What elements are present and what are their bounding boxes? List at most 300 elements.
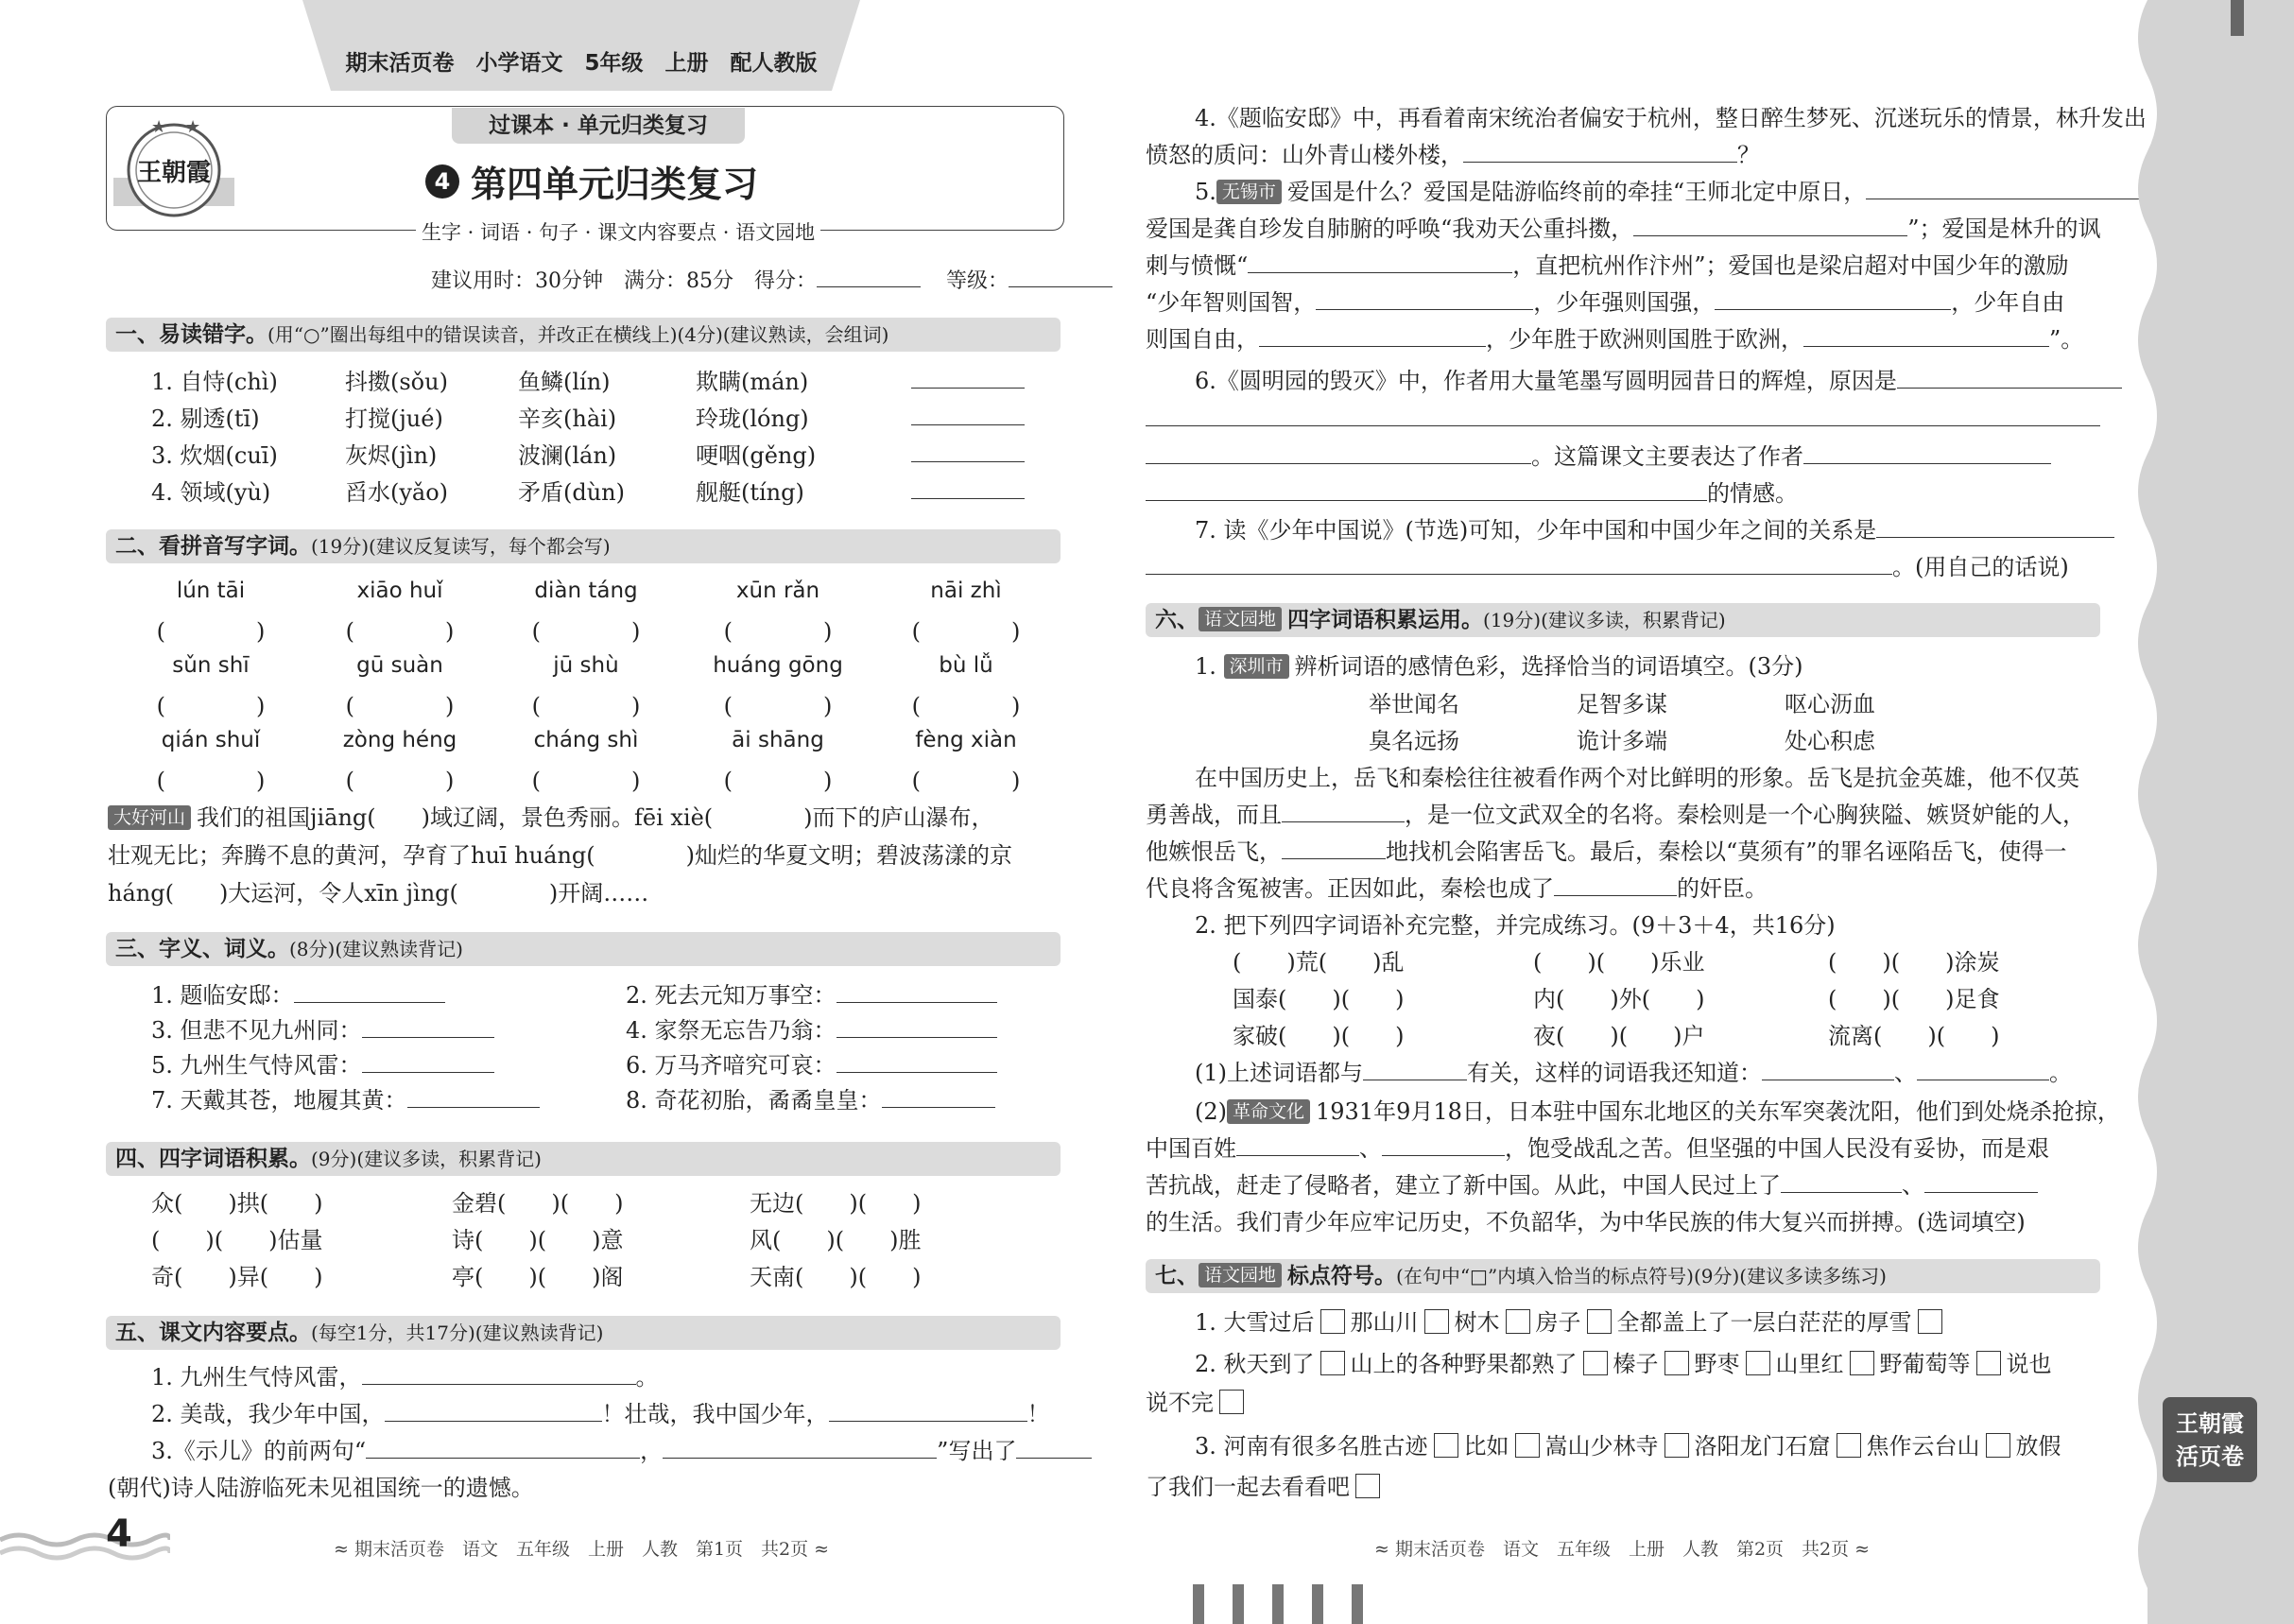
s6-idiom[interactable]: ( )( )乐业 [1533, 949, 1705, 976]
title-ribbon: 过课本 · 单元归类复习 [452, 108, 745, 144]
pinyin-item: xūn rǎn [735, 579, 820, 603]
s6-passage-2 [1146, 799, 2085, 831]
s4-idiom[interactable]: 无边( )( ) [750, 1190, 922, 1217]
pinyin-item: lún tāi [176, 579, 246, 603]
r7-line-2 [1146, 551, 2069, 583]
s5-text: 。 [635, 1364, 659, 1391]
svg-text:★: ★ [151, 117, 167, 137]
s1-answer-blank[interactable] [911, 404, 1025, 425]
s6-idiom[interactable]: 国泰( )( ) [1233, 986, 1405, 1012]
s5-line-1 [151, 1361, 659, 1393]
pinyin-answer-box[interactable]: ( ) [345, 768, 455, 794]
pinyin-item: cháng shì [533, 728, 639, 752]
s6-idiom[interactable]: ( )荒( )乱 [1233, 949, 1405, 976]
punct-box[interactable] [1664, 1433, 1689, 1458]
punct-box[interactable] [1355, 1474, 1380, 1498]
section-6-heading [1146, 603, 2100, 637]
pinyin-answer-box[interactable]: ( ) [723, 618, 833, 645]
s6-blank[interactable] [1762, 1059, 1894, 1080]
r4-text-a: 4.《题临安邸》中，再看着南宋统治者偏安于杭州，整日醉生梦死、沉迷玩乐的情景，林升发出 [1195, 105, 2147, 131]
punct-box[interactable] [1587, 1309, 1612, 1334]
section-6-note: (19分)(建议多读，积累背记) [1483, 609, 1726, 631]
r5-line-1 [1195, 176, 2183, 208]
s6-word-option: 举世闻名 [1369, 691, 1459, 717]
punct-box[interactable] [1424, 1309, 1449, 1334]
pinyin-answer-box[interactable]: ( ) [531, 693, 641, 719]
pinyin-item: huáng gōng [713, 653, 843, 678]
r6-text: 的情感。 [1707, 480, 1798, 507]
tag-wuxi: 无锡市 [1216, 180, 1282, 204]
s6-text: 。 [2049, 1060, 2072, 1086]
s5-blank[interactable] [385, 1400, 602, 1422]
logo-badge [113, 112, 234, 223]
s3-item-text: 7. 天戴其苍，地履其黄： [151, 1087, 407, 1114]
tag-revolution: 革命文化 [1227, 1099, 1310, 1124]
s6-word-option: 足智多谋 [1577, 691, 1667, 717]
r5-text: ”。 [2049, 326, 2084, 353]
section-6-title: 四字词语积累运用。 [1287, 608, 1484, 632]
s4-idiom[interactable]: 诗( )( )意 [452, 1227, 624, 1253]
pinyin-answer-box[interactable]: ( ) [156, 618, 266, 645]
s7-text: 嵩山少林寺 [1544, 1433, 1659, 1460]
s7-text: 放假 [2015, 1433, 2061, 1460]
s1-answer-blank[interactable] [911, 441, 1025, 462]
left-page-number: 4 [106, 1512, 132, 1556]
pinyin-answer-box[interactable]: ( ) [723, 693, 833, 719]
r4-blank[interactable] [1463, 141, 1737, 163]
pinyin-answer-box[interactable]: ( ) [911, 693, 1021, 719]
section-2-title: 二、看拼音写字词。 [115, 534, 311, 559]
side-badge-top: 王朝霞 [2176, 1409, 2244, 1437]
s6-blank[interactable] [1554, 874, 1677, 896]
s2-passage-text: 我们的祖国jiāng( )域辽阔，景色秀丽。fēi xiè( )而下的庐山瀑布， [197, 804, 994, 831]
s6-blank[interactable] [1282, 838, 1386, 859]
page-title: 第四单元归类复习 [471, 164, 759, 205]
s7-text: 了我们一起去看看吧 [1146, 1474, 1350, 1500]
title-subtitle: 生字 · 词语 · 句子 · 课文内容要点 · 语文园地 [416, 217, 820, 246]
section-5-note: (每空1分，共17分)(建议熟读背记) [311, 1322, 604, 1344]
right-footer-text: ≈ 期末活页卷 语文 五年级 上册 人教 第2页 共2页 ≈ [1374, 1539, 1871, 1560]
s6-word-option: 呕心沥血 [1785, 691, 1875, 717]
r5-line-4 [1146, 286, 2064, 319]
s1-item: 波澜(lán) [518, 442, 617, 469]
pinyin-item: jū shù [553, 653, 619, 678]
s5-blank[interactable] [1016, 1437, 1092, 1459]
s4-idiom[interactable]: 金碧( )( ) [452, 1190, 624, 1217]
section-7-note: (在句中“□”内填入恰当的标点符号)(9分)(建议多读多练习) [1396, 1265, 1887, 1287]
s6-idiom[interactable]: 家破( )( ) [1233, 1023, 1405, 1049]
s6-q2: 2. 把下列四字词语补充完整，并完成练习。(9＋3＋4，共16分) [1195, 912, 1836, 939]
r5-blank[interactable] [1316, 288, 1533, 310]
pinyin-item: āi shāng [732, 728, 824, 752]
r5-blank[interactable] [1633, 215, 1907, 236]
s4-idiom[interactable]: 众( )拱( ) [151, 1190, 323, 1217]
s5-text: ， [640, 1438, 664, 1464]
side-badge-bottom: 活页卷 [2176, 1443, 2244, 1470]
s6-q1-text: 辨析词语的感情色彩，选择恰当的词语填空。(3分) [1294, 653, 1803, 680]
s3-blank[interactable] [882, 1086, 995, 1108]
r7-line-1 [1195, 514, 2114, 546]
section-5-heading [106, 1316, 1061, 1350]
s7-text: 山里红 [1775, 1351, 1844, 1377]
pinyin-item: qián shuǐ [161, 728, 261, 752]
s6-text: 苦抗战，赶走了侵略者，建立了新中国。从此，中国人民过上了 [1146, 1172, 1781, 1199]
s1-item: 矛盾(dùn) [518, 479, 626, 506]
s3-blank[interactable] [837, 1051, 997, 1073]
punct-box[interactable] [1506, 1309, 1530, 1334]
r5-blank[interactable] [1715, 288, 1951, 310]
s6-blank[interactable] [1917, 1059, 2049, 1080]
right-page [1115, 0, 2294, 1624]
s7-text: 树木 [1454, 1309, 1500, 1336]
r6-blank[interactable] [1803, 442, 2051, 464]
s6-text: (2) [1195, 1098, 1227, 1125]
r7-blank[interactable] [1876, 516, 2114, 538]
s6-text: 地找机会陷害岳飞。最后，秦桧以“莫须有”的罪名诬陷岳飞，使得一 [1386, 838, 2067, 865]
s3-item [151, 1084, 540, 1116]
tag-garden: 语文园地 [1199, 607, 1282, 631]
s7-text: 山上的各种野果都熟了 [1350, 1351, 1578, 1377]
s1-item: 舰艇(tíng) [696, 479, 804, 506]
s5-blank[interactable] [663, 1437, 937, 1459]
s3-item-text: 5. 九州生气恃风雷： [151, 1052, 362, 1079]
s1-answer-blank[interactable] [911, 367, 1025, 389]
s6-word-option: 臭名远扬 [1369, 728, 1459, 754]
s6-idiom[interactable]: 流离( )( ) [1828, 1023, 2000, 1049]
r7-text: 。(用自己的话说) [1892, 554, 2069, 580]
s1-item: 2. 剔透(tī) [151, 406, 260, 432]
s6-blank[interactable] [1924, 1171, 2038, 1193]
tag-garden: 语文园地 [1199, 1263, 1282, 1287]
r5-line-3 [1146, 250, 2069, 282]
s2-passage-line-2: 壮观无比；奔腾不息的黄河，孕育了huī huáng( )灿烂的华夏文明；碧波荡漾的京 [108, 842, 1012, 869]
r7-text: 7. 读《少年中国说》(节选)可知，少年中国和中国少年之间的关系是 [1195, 517, 1877, 544]
section-7-heading [1146, 1259, 2100, 1293]
s5-text: ”写出了 [937, 1438, 1017, 1464]
s3-item [626, 979, 997, 1011]
score-meta [431, 265, 1113, 294]
s3-item [626, 1014, 997, 1046]
s6-text: 、 [1359, 1135, 1382, 1162]
s7-text: 野葡萄等 [1879, 1351, 1971, 1377]
s6-text: 、 [1902, 1172, 1924, 1199]
s1-item: 欺瞒(mán) [696, 369, 809, 395]
s1-item: 1. 自恃(chì) [151, 369, 278, 395]
punct-box[interactable] [1320, 1351, 1345, 1375]
s7-line-1 [1195, 1306, 1948, 1339]
s7-text: 说也 [2006, 1351, 2052, 1377]
section-1-heading [106, 318, 1061, 352]
s3-blank[interactable] [362, 1016, 494, 1038]
r6-blank[interactable] [1146, 442, 1531, 464]
r6-line-1 [1195, 365, 2122, 397]
s6-text: 勇善战，而且 [1146, 802, 1282, 828]
r6-blank[interactable] [1146, 479, 1707, 501]
s6-word-option: 处心积虑 [1785, 728, 1875, 754]
s6-text: 、 [1894, 1060, 1917, 1086]
s6-text: ，是一位文武双全的名将。秦桧则是一个心胸狭隘、嫉贤妒能的人， [1405, 802, 2085, 828]
pinyin-answer-box[interactable]: ( ) [345, 618, 455, 645]
s6-idiom[interactable]: 夜( )( )户 [1533, 1023, 1705, 1049]
punct-box[interactable] [1434, 1433, 1458, 1458]
r6-line-4 [1146, 477, 1798, 510]
s1-item: 3. 炊烟(cuī) [151, 442, 278, 469]
r5-text: “少年智则国智， [1146, 289, 1317, 316]
s5-text: 2. 美哉，我少年中国， [151, 1401, 385, 1427]
s3-item-text: 6. 万马齐喑究可哀： [626, 1052, 837, 1079]
punct-box[interactable] [1219, 1390, 1244, 1414]
r5-text: ”；爱国是林升的讽 [1907, 216, 2101, 242]
s3-item [626, 1049, 997, 1081]
s7-text: 房子 [1535, 1309, 1581, 1336]
s1-item: 抖擞(sǒu) [345, 369, 448, 395]
section-7-prefix: 七、 [1155, 1264, 1199, 1288]
r5-text: 则国自由， [1146, 326, 1259, 353]
s7-line-2 [1195, 1348, 2052, 1380]
s1-item: 玲珑(lóng) [696, 406, 809, 432]
pinyin-answer-box[interactable]: ( ) [723, 768, 833, 794]
s6-text: 中国百姓 [1146, 1135, 1236, 1162]
s7-text: 野枣 [1694, 1351, 1740, 1377]
s5-line-2 [151, 1398, 1050, 1430]
s5-blank[interactable] [366, 1437, 640, 1459]
section-3-heading [106, 932, 1061, 966]
s7-text: 全都盖上了一层白茫茫的厚雪 [1616, 1309, 1912, 1336]
s6-text: 1931年9月18日，日本驻中国东北地区的关东军突袭沈阳，他们到处烧杀抢掠， [1316, 1098, 2120, 1125]
s1-item: 灰烬(jìn) [345, 442, 438, 469]
s7-text: 2. 秋天到了 [1195, 1351, 1315, 1377]
s3-blank[interactable] [837, 1016, 997, 1038]
section-5-title: 五、课文内容要点。 [115, 1321, 311, 1345]
section-7-title: 标点符号。 [1287, 1264, 1397, 1288]
s6-blank[interactable] [1282, 801, 1405, 822]
s7-line-3b [1146, 1471, 1386, 1503]
s5-line-3 [151, 1435, 1092, 1467]
r5-text: ，直把杭州作汴州”；爱国也是梁启超对中国少年的激励 [1512, 252, 2069, 279]
pinyin-item: diàn táng [534, 579, 638, 603]
title-number: 4 [434, 168, 451, 195]
r4-line-b [1146, 139, 1760, 171]
s3-item-text: 1. 题临安邸： [151, 982, 294, 1009]
punct-box[interactable] [1918, 1309, 1942, 1334]
s7-text: 说不完 [1146, 1390, 1214, 1416]
r5-text: ，少年强则国强， [1533, 289, 1716, 316]
s3-item [151, 1014, 494, 1046]
left-footer-wave [0, 1527, 170, 1564]
s6-text: ，饱受战乱之苦。但坚强的中国人民没有妥协，而是艰 [1505, 1135, 2049, 1162]
s1-item: 4. 领域(yù) [151, 479, 271, 506]
s3-item-text: 8. 奇花初胎，矞矞皇皇： [626, 1087, 882, 1114]
s3-blank[interactable] [407, 1086, 540, 1108]
s3-blank[interactable] [362, 1051, 494, 1073]
s5-text: ！ [1026, 1401, 1050, 1427]
header-tab-text: 期末活页卷 小学语文 5年级 上册 配人教版 [345, 51, 818, 76]
pinyin-item: sǔn shī [172, 653, 250, 678]
r4-text-c: ？ [1737, 142, 1760, 168]
r7-blank[interactable] [1146, 553, 1892, 575]
s6-idiom[interactable]: 内( )外( ) [1533, 986, 1705, 1012]
punct-box[interactable] [1746, 1351, 1770, 1375]
s3-blank[interactable] [294, 981, 445, 1003]
s6-text: (1)上述词语都与 [1195, 1060, 1363, 1086]
s3-item-text: 4. 家祭无忘告乃翁： [626, 1017, 837, 1044]
s1-item: 舀水(yǎo) [345, 479, 449, 506]
s6-passage-4 [1146, 872, 1768, 905]
s4-idiom[interactable]: 亭( )( )阁 [452, 1264, 624, 1290]
s6-blank[interactable] [1382, 1134, 1505, 1156]
s5-text: 3.《示儿》的前两句“ [151, 1438, 367, 1464]
r6-text: 6.《圆明园的毁灭》中，作者用大量笔墨写圆明园昔日的辉煌，原因是 [1195, 368, 1897, 394]
s6-text: 的奸臣。 [1677, 875, 1768, 902]
punct-box[interactable] [1320, 1309, 1345, 1334]
s7-text: 3. 河南有很多名胜古迹 [1195, 1433, 1428, 1460]
r5-text: 爱国是龚自珍发自肺腑的呼唤“我劝天公重抖擞， [1146, 216, 1634, 242]
pinyin-item: nāi zhì [930, 579, 1002, 603]
s1-item: 哽咽(gěng) [696, 442, 817, 469]
s6-passage-1: 在中国历史上，岳飞和秦桧往往被看作两个对比鲜明的形象。岳飞是抗金英雄，他不仅英 [1195, 765, 2079, 791]
pinyin-answer-box[interactable]: ( ) [531, 768, 641, 794]
s7-text: 1. 大雪过后 [1195, 1309, 1315, 1336]
pinyin-answer-box[interactable]: ( ) [911, 768, 1021, 794]
pinyin-answer-box[interactable]: ( ) [911, 618, 1021, 645]
section-3-title: 三、字义、词义。 [115, 937, 289, 961]
s3-item-text: 2. 死去元知万事空： [626, 982, 837, 1009]
r5-blank[interactable] [1803, 325, 2049, 347]
tag-shenzhen: 深圳市 [1224, 654, 1289, 679]
pinyin-answer-box[interactable]: ( ) [156, 693, 266, 719]
punct-box[interactable] [1837, 1433, 1861, 1458]
s1-answer-blank[interactable] [911, 477, 1025, 499]
r5-line-2 [1146, 213, 2101, 245]
punct-box[interactable] [1515, 1433, 1540, 1458]
r6-text: 。这篇课文主要表达了作者 [1531, 443, 1803, 470]
s4-idiom[interactable]: 奇( )异( ) [151, 1264, 323, 1290]
title-number-circle [425, 164, 459, 199]
s7-text: 洛阳龙门石窟 [1694, 1433, 1831, 1460]
section-4-heading [106, 1142, 1061, 1176]
pinyin-item: fèng xiàn [915, 728, 1017, 752]
s6-blank[interactable] [1236, 1134, 1359, 1156]
s5-text: 1. 九州生气恃风雷， [151, 1364, 362, 1391]
right-edge-decoration [2119, 0, 2294, 1624]
s7-text: 那山川 [1350, 1309, 1419, 1336]
s2-passage-line-1 [108, 802, 994, 834]
s7-text: 比如 [1463, 1433, 1509, 1460]
s6-q1: 1. 深圳市 辨析词语的感情色彩，选择恰当的词语填空。(3分) [1195, 653, 1803, 680]
s6-x2-line-2 [1146, 1132, 2049, 1165]
r4-text-b: 愤怒的质问：山外青山楼外楼， [1146, 142, 1463, 168]
r6-blank[interactable] [1897, 367, 2122, 389]
s5-blank[interactable] [362, 1363, 636, 1385]
s6-x2-line-3 [1146, 1169, 2038, 1201]
s6-blank[interactable] [1363, 1059, 1467, 1080]
s4-idiom[interactable]: 天南( )( ) [750, 1264, 922, 1290]
bottom-bars [1193, 1584, 1382, 1624]
pinyin-item: xiāo huǐ [356, 579, 443, 603]
grade-label: 等级： [946, 269, 1009, 293]
pinyin-item: zòng héng [342, 728, 457, 752]
s3-item [151, 1049, 494, 1081]
punct-box[interactable] [1850, 1351, 1874, 1375]
s6-blank[interactable] [1781, 1171, 1902, 1193]
section-2-heading [106, 529, 1061, 563]
left-footer-text: ≈ 期末活页卷 语文 五年级 上册 人教 第1页 共2页 ≈ [334, 1539, 830, 1560]
s6-idiom[interactable]: ( )( )涂炭 [1828, 949, 2000, 976]
s3-item [626, 1084, 995, 1116]
s3-item-text: 3. 但悲不见九州同： [151, 1017, 362, 1044]
pinyin-answer-box[interactable]: ( ) [531, 618, 641, 645]
r6-line-3 [1146, 441, 2051, 473]
s7-text: 榛子 [1613, 1351, 1659, 1377]
pinyin-item: gū suàn [356, 653, 443, 678]
s1-item: 辛亥(hài) [518, 406, 617, 432]
r5-text: 爱国是什么？爱国是陆游临终前的牵挂“王师北定中原日， [1286, 179, 1867, 205]
section-4-note: (9分)(建议多读，积累背记) [311, 1148, 542, 1170]
s6-text: 他嫉恨岳飞， [1146, 838, 1282, 865]
r5-line-5 [1146, 323, 2083, 355]
r6-full-blank[interactable] [1146, 405, 2100, 426]
s5-text: ！壮哉，我中国少年， [601, 1401, 829, 1427]
s6-x1 [1195, 1057, 2072, 1089]
r5-blank[interactable] [1259, 325, 1486, 347]
s2-passage-line-3: háng( )大运河，令人xīn jìng( )开阔…… [108, 880, 649, 907]
s6-word-option: 诡计多端 [1577, 728, 1667, 754]
r5-text: 刺与愤慨“ [1146, 252, 1249, 279]
r5-text: ，少年胜于欧洲则国胜于欧洲， [1486, 326, 1803, 353]
score-meta-text: 建议用时：30分钟 满分：85分 得分： [431, 269, 817, 293]
s6-idiom[interactable]: ( )( )足食 [1828, 986, 2000, 1012]
r5-blank[interactable] [1248, 251, 1512, 273]
section-1-title: 一、易读错字。 [115, 322, 267, 347]
s1-item: 鱼鳞(lín) [518, 369, 611, 395]
punct-box[interactable] [1583, 1351, 1608, 1375]
tag-scenery: 大好河山 [108, 805, 191, 830]
r5-text: ，少年自由 [1951, 289, 2065, 316]
s6-passage-3 [1146, 836, 2067, 868]
s7-text: 焦作云台山 [1866, 1433, 1980, 1460]
s6-text: 有关，这样的词语我还知道： [1467, 1060, 1762, 1086]
pinyin-answer-box[interactable]: ( ) [156, 768, 266, 794]
s4-idiom[interactable]: 风( )( )胜 [750, 1227, 922, 1253]
r5-blank[interactable] [1866, 178, 2149, 199]
s6-text: 代良将含冤被害。正因如此，秦桧也成了 [1146, 875, 1554, 902]
pinyin-item: bù lǚ [939, 653, 993, 678]
punct-box[interactable] [1976, 1351, 2001, 1375]
section-6-prefix: 六、 [1155, 608, 1199, 632]
s4-idiom[interactable]: ( )( )估量 [151, 1227, 323, 1253]
s6-x2-line-1 [1195, 1096, 2120, 1128]
section-1-note: (用“○”圈出每组中的错误读音，并改正在横线上)(4分)(建议熟读，会组词) [267, 323, 889, 346]
svg-text:★: ★ [185, 117, 201, 137]
r5-num: 5. [1195, 179, 1216, 205]
section-3-note: (8分)(建议熟读背记) [289, 938, 463, 960]
s5-blank[interactable] [829, 1400, 1027, 1422]
s7-line-3 [1195, 1430, 2061, 1462]
section-4-title: 四、四字词语积累。 [115, 1147, 311, 1171]
punct-box[interactable] [1986, 1433, 2010, 1458]
s7-line-2b [1146, 1387, 1250, 1419]
pinyin-answer-box[interactable]: ( ) [345, 693, 455, 719]
s3-blank[interactable] [837, 981, 997, 1003]
s5-line-4: (朝代)诗人陆游临死未见祖国统一的遗憾。 [108, 1475, 534, 1501]
s1-item: 打搅(jué) [345, 406, 443, 432]
logo-text: 王朝霞 [136, 159, 211, 187]
side-badge [2163, 1397, 2257, 1482]
s3-item [151, 979, 445, 1011]
punct-box[interactable] [1664, 1351, 1689, 1375]
section-2-note: (19分)(建议反复读写，每个都会写) [311, 535, 611, 558]
s6-x2-line-4: 的生活。我们青少年应牢记历史，不负韶华，为中华民族的伟大复兴而拼搏。(选词填空) [1146, 1209, 2026, 1235]
